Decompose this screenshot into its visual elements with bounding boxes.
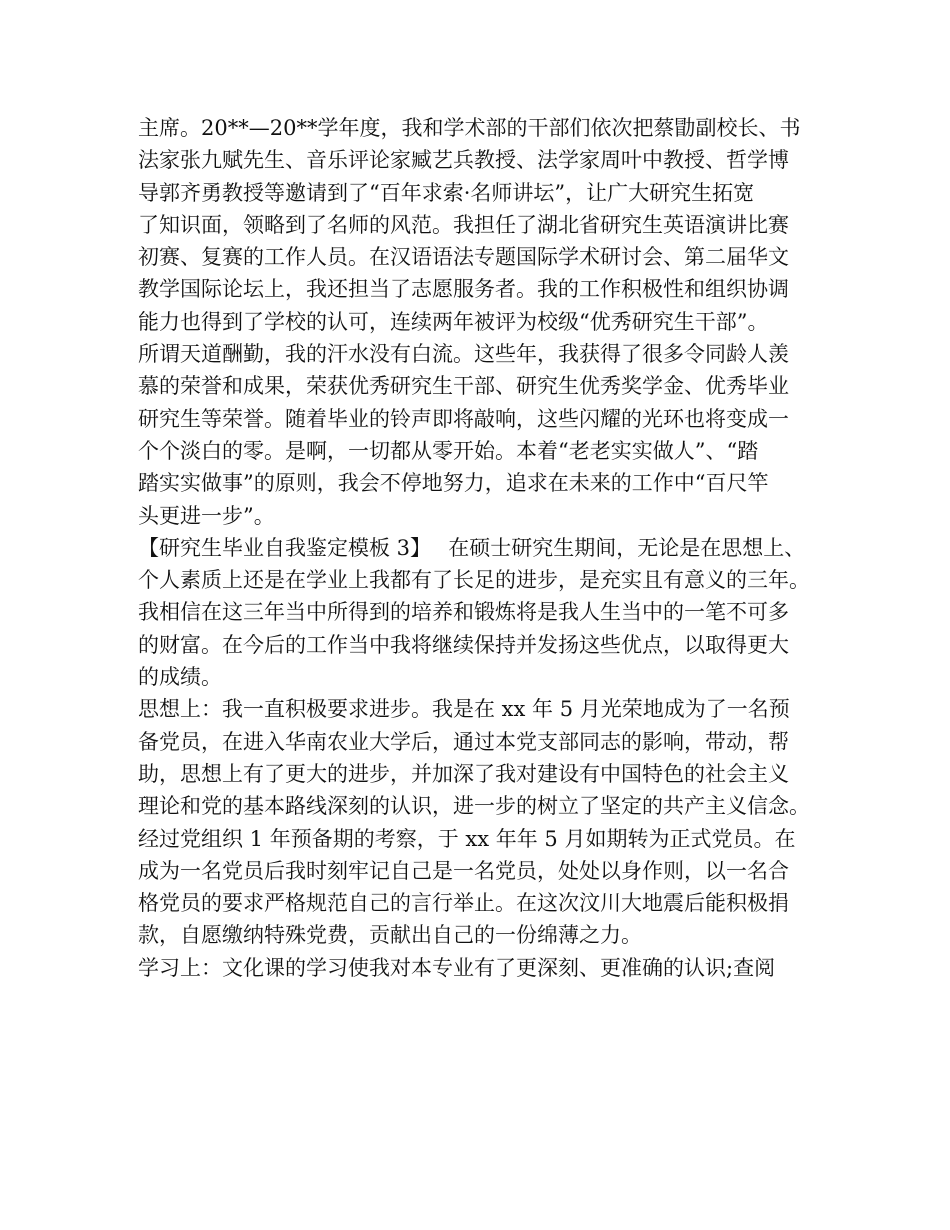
text-line: 慕的荣誉和成果，荣获优秀研究生干部、研究生优秀奖学金、优秀毕业 <box>138 374 789 399</box>
text-line: 踏实实做事”的原则，我会不停地努力，追求在未来的工作中“百尺竿 <box>138 471 769 496</box>
text-line: 成为一名党员后我时刻牢记自己是一名党员，处处以身作则，以一名合 <box>138 858 789 883</box>
text-line: 个人素质上还是在学业上我都有了长足的进步，是充实且有意义的三年。 <box>138 568 810 593</box>
text-line: 思想上：我一直积极要求进步。我是在 xx 年 5 月光荣地成为了一名预 <box>138 697 790 722</box>
text-line: 格党员的要求严格规范自己的言行举止。在这次汶川大地震后能积极捐 <box>138 891 789 916</box>
document-body <box>138 112 818 984</box>
text-line: 导郭齐勇教授等邀请到了“百年求索·名师讲坛”，让广大研究生拓宽 <box>138 180 755 205</box>
text-line: 了知识面，领略到了名师的风范。我担任了湖北省研究生英语演讲比赛 <box>138 212 789 237</box>
text-line: 个个淡白的零。是啊，一切都从零开始。本着“老老实实做人”、“踏 <box>138 438 759 463</box>
text-line: 理论和党的基本路线深刻的认识，进一步的树立了坚定的共产主义信念。 <box>138 794 810 819</box>
section-heading-line: 【研究生毕业自我鉴定模板 3】 在硕士研究生期间，无论是在思想上、 <box>138 535 806 560</box>
text-line: 初赛、复赛的工作人员。在汉语语法专题国际学术研讨会、第二届华文 <box>138 245 789 270</box>
text-line: 学习上：文化课的学习使我对本专业有了更深刻、更准确的认识;查阅 <box>138 955 776 980</box>
text-line: 法家张九赋先生、音乐评论家臧艺兵教授、法学家周叶中教授、哲学博 <box>138 148 789 173</box>
text-line: 所谓天道酬勤，我的汗水没有白流。这些年，我获得了很多令同龄人羡 <box>138 342 789 367</box>
text-line: 教学国际论坛上，我还担当了志愿服务者。我的工作积极性和组织协调 <box>138 277 789 302</box>
text-line: 助，思想上有了更大的进步，并加深了我对建设有中国特色的社会主义 <box>138 761 789 786</box>
text-line: 研究生等荣誉。随着毕业的铃声即将敲响，这些闪耀的光环也将变成一 <box>138 406 789 431</box>
text-line: 能力也得到了学校的认可，连续两年被评为校级“优秀研究生干部”。 <box>138 309 769 334</box>
text-line: 备党员，在进入华南农业大学后，通过本党支部同志的影响，带动，帮 <box>138 729 789 754</box>
text-line: 我相信在这三年当中所得到的培养和锻炼将是我人生当中的一笔不可多 <box>138 600 789 625</box>
text-line: 款，自愿缴纳特殊党费，贡献出自己的一份绵薄之力。 <box>138 923 642 948</box>
text-line: 头更进一步”。 <box>138 503 275 528</box>
text-line: 的成绩。 <box>138 665 222 690</box>
text-line: 的财富。在今后的工作当中我将继续保持并发扬这些优点，以取得更大 <box>138 632 789 657</box>
text-line: 主席。20**—20**学年度，我和学术部的干部们依次把蔡勖副校长、书 <box>138 116 801 140</box>
text-line: 经过党组织 1 年预备期的考察，于 xx 年年 5 月如期转为正式党员。在 <box>138 826 796 851</box>
